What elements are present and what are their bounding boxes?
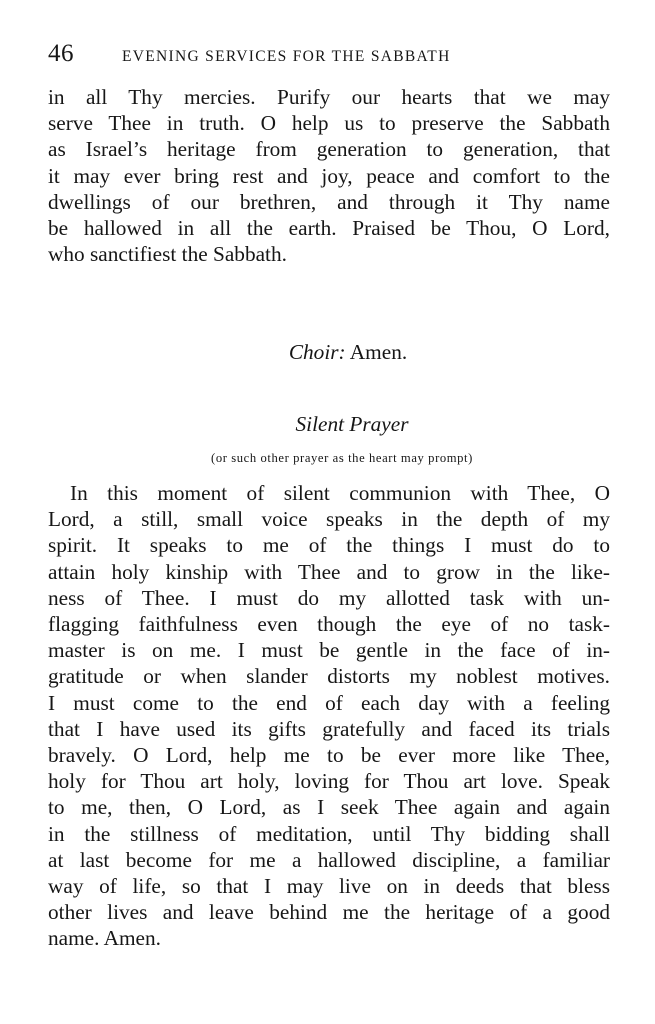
running-title: EVENING SERVICES FOR THE SABBATH (122, 48, 451, 65)
text-line: I must come to the end of each day with a feeling (48, 690, 610, 715)
text-line: master is on me. I must be gentle in the face of in- (48, 638, 610, 663)
text-line: spirit. It speaks to me of the things I must do to (48, 533, 610, 558)
text-line: In this moment of silent communion with Thee, O (70, 481, 610, 505)
text-line: who sanctifiest the Sabbath. (48, 242, 287, 267)
text-line: to me, then, O Lord, as I seek Thee again and again (48, 795, 610, 820)
text-line: in the stillness of meditation, until Thy bidding shall (48, 821, 610, 846)
text-line: name. Amen. (48, 926, 161, 951)
text-line: attain holy kinship with Thee and to grow in the like- (48, 559, 610, 584)
text-line: holy for Thou art holy, loving for Thou art love. Speak (48, 769, 610, 794)
text-line: flagging faithfulness even though the eye of no task- (48, 612, 610, 637)
text-line: ness of Thee. I must do my allotted task with un- (48, 585, 610, 610)
section-note: (or such other prayer as the heart may prompt) (211, 451, 473, 465)
choir-amen: Amen. (349, 340, 408, 364)
text-line: Lord, a still, small voice speaks in the depth of my (48, 507, 610, 532)
text-line: be hallowed in all the earth. Praised be Thou, O Lord, (48, 216, 610, 241)
text-line: it may ever bring rest and joy, peace and comfort to the (48, 163, 610, 188)
text-line: gratitude or when slander distorts my noblest motives. (48, 664, 610, 689)
text-line: serve Thee in truth. O help us to preserve the Sabbath (48, 111, 610, 136)
silent-prayer-paragraph (48, 480, 610, 952)
text-line: at last become for me a hallowed discipline, a familiar (48, 847, 610, 872)
text-line: way of life, so that I may live on in deeds that bless (48, 874, 610, 899)
text-line: dwellings of our brethren, and through it Thy name (48, 189, 610, 214)
running-head (48, 40, 610, 74)
section-title: Silent Prayer (295, 412, 409, 436)
continuation-paragraph (48, 84, 610, 267)
book-page (48, 40, 610, 951)
choir-role: Choir: (288, 340, 346, 364)
text-line: that I have used its gifts gratefully and faced its trials (48, 716, 610, 741)
text-line: bravely. O Lord, help me to be ever more like Thee, (48, 743, 610, 768)
text-line: in all Thy mercies. Purify our hearts that we may (48, 85, 610, 109)
text-line: as Israel’s heritage from generation to generation, that (48, 137, 610, 162)
page-number: 46 (48, 40, 74, 67)
text-line: other lives and leave behind me the heritage of a good (48, 900, 610, 925)
choir-response (48, 340, 648, 365)
